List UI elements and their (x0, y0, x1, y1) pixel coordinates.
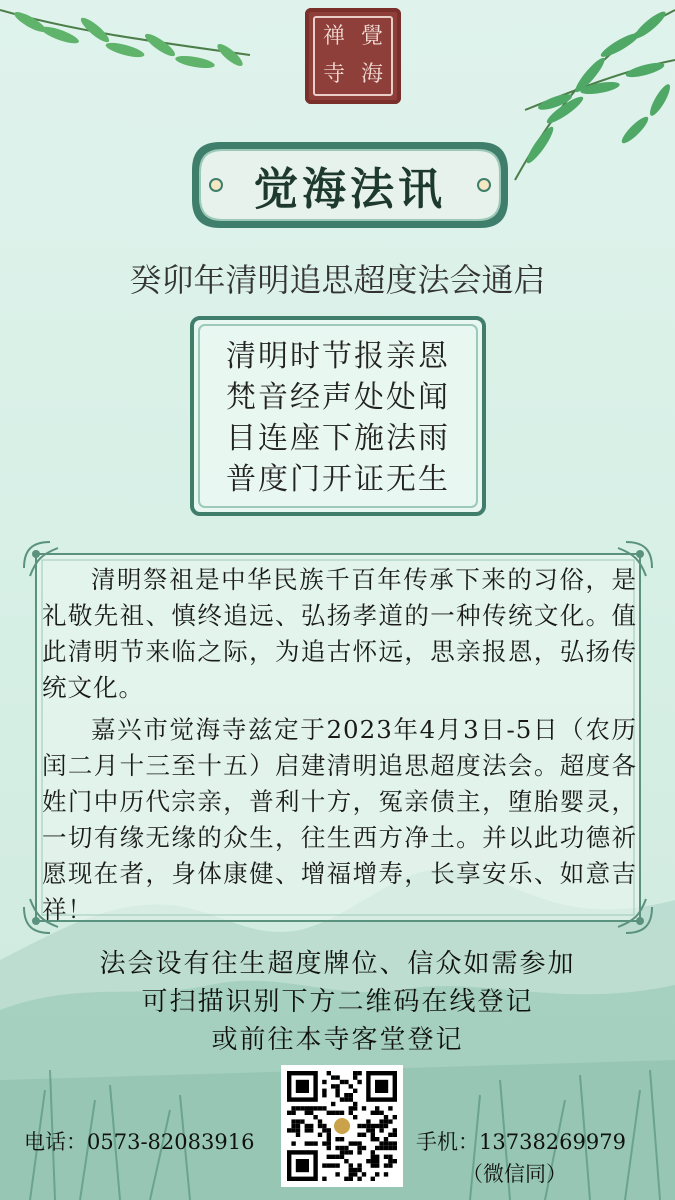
verse-lines (194, 336, 482, 500)
mobile-number: 手机：13738269979 (416, 1130, 626, 1154)
verse-line: 目连座下施法雨 (226, 421, 450, 456)
qr-code-icon[interactable] (281, 1065, 403, 1187)
notice-line: 可扫描识别下方二维码在线登记 (141, 987, 534, 1017)
seal-char: 寺 (322, 62, 345, 87)
verse-line: 清明时节报亲恩 (226, 339, 450, 374)
seal-characters (313, 16, 393, 96)
announcement-body (42, 562, 637, 928)
verse-line: 梵音经声处处闻 (226, 380, 450, 415)
title-banner (190, 140, 510, 230)
paragraph: 嘉兴市觉海寺兹定于2023年4月3日-5日（农历闰二月十三至十五）启建清明追思超度法会。超度各姓门中历代宗亲，普利十方，冤亲债主，堕胎婴灵，一切有缘无缘的众生，往生西方净土。并以此功德祈愿现在者，身体康健、增福增寿，长享安乐、如意吉祥！ (42, 715, 637, 924)
seal-char: 海 (360, 62, 383, 87)
seal-char: 覺 (360, 24, 383, 49)
phone-number: 电话：0573-82083916 (24, 1130, 255, 1154)
verse-box (190, 316, 486, 516)
verse-line: 普度门开证无生 (226, 462, 450, 497)
event-subtitle: 癸卯年清明追思超度法会通启 (129, 261, 546, 299)
temple-seal-icon (305, 8, 401, 104)
willow-leaves-icon (0, 0, 260, 90)
notice-line: 法会设有往生超度牌位、信众如需参加 (99, 949, 576, 979)
qr-pattern (281, 1065, 403, 1187)
notice-line: 或前往本寺客堂登记 (211, 1025, 464, 1055)
wechat-note: （微信同） (462, 1162, 567, 1186)
page-title: 觉海法讯 (254, 164, 446, 215)
paragraph: 清明祭祖是中华民族千百年传承下来的习俗，是礼敬先祖、慎终追远、弘扬孝道的一种传统文化。值此清明节来临之际，为追古怀远，思亲报恩，弘扬传统文化。 (42, 565, 637, 702)
registration-notice (0, 945, 675, 1059)
seal-char: 禅 (322, 24, 345, 49)
